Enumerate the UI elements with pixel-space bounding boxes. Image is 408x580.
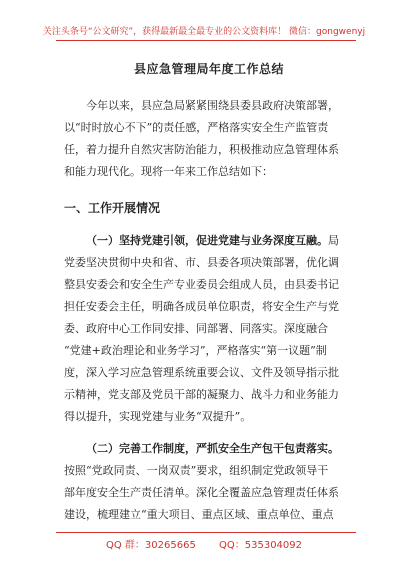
- subsection-1: [64, 230, 354, 428]
- intro-line: 今年以来，县应急局紧紧围绕县委县政府决策部署，: [86, 99, 339, 112]
- footer-qq-group: QQ 群：30265665: [105, 540, 196, 551]
- header-divider: [56, 40, 356, 41]
- intro-line: 和能力现代化。现将一年来工作总结如下：: [64, 165, 273, 178]
- subsection-2-heading: （二）完善工作制度，严抓安全生产包干包责落实。: [86, 442, 339, 455]
- paragraph-line: 整县安委会和安全生产专业委员会组成人员，由县委书记: [64, 278, 339, 291]
- intro-paragraph: [64, 95, 354, 183]
- document-body: [64, 60, 354, 526]
- paragraph-line: “党建+政治理论和业务学习”，严格落实“第一议题”制: [64, 344, 327, 357]
- paragraph-line: 党委坚决贯彻中央和省、市、县委各项决策部署，优化调: [64, 256, 339, 269]
- paragraph-line: 委、政府中心工作同安排、同部署、同落实。深度融合: [64, 322, 328, 335]
- header-banner: 关注头条号“公文研究”，获得最新最全最专业的公文资料库！ 微信：gongwenyj: [42, 27, 366, 37]
- footer-banner: [0, 536, 408, 551]
- paragraph-line: 担任安委会主任，明确各成员单位职责，将安全生产与党: [64, 300, 339, 313]
- paragraph-line: 得以提升，实现党建与业务“双提升”。: [64, 410, 252, 423]
- paragraph-line: 建设，梳理建立“重大项目、重点区域、重点单位、重点: [64, 508, 334, 521]
- footer-qq: QQ：535304092: [219, 540, 303, 551]
- document-title: 县应急管理局年度工作总结: [133, 62, 284, 76]
- section-heading: 一、工作开展情况: [64, 201, 161, 215]
- intro-line: 以“时时放心不下”的责任感，严格落实安全生产监管责: [64, 121, 329, 134]
- intro-line: 任，着力提升自然灾害防治能力，积极推动应急管理体系: [64, 143, 339, 156]
- subsection-1-first-line: [64, 230, 354, 252]
- subsection-1-heading: （一）坚持党建引领，促进党建与业务深度互融。: [86, 234, 328, 247]
- subsection-2: [64, 438, 354, 526]
- paragraph-line: 示精神，党支部及党员干部的凝聚力、战斗力和业务能力: [64, 388, 339, 401]
- subsection-1-first-tail: 局: [328, 234, 339, 247]
- paragraph-line: 度，深入学习应急管理系统重要会议、文件及领导指示批: [64, 366, 339, 379]
- paragraph-line: 按照“党政同责、一岗双责”要求，组织制定党政领导干: [64, 464, 329, 477]
- footer-divider: [56, 532, 356, 533]
- paragraph-line: 部年度安全生产责任清单。深化全覆盖应急管理责任体系: [64, 486, 339, 499]
